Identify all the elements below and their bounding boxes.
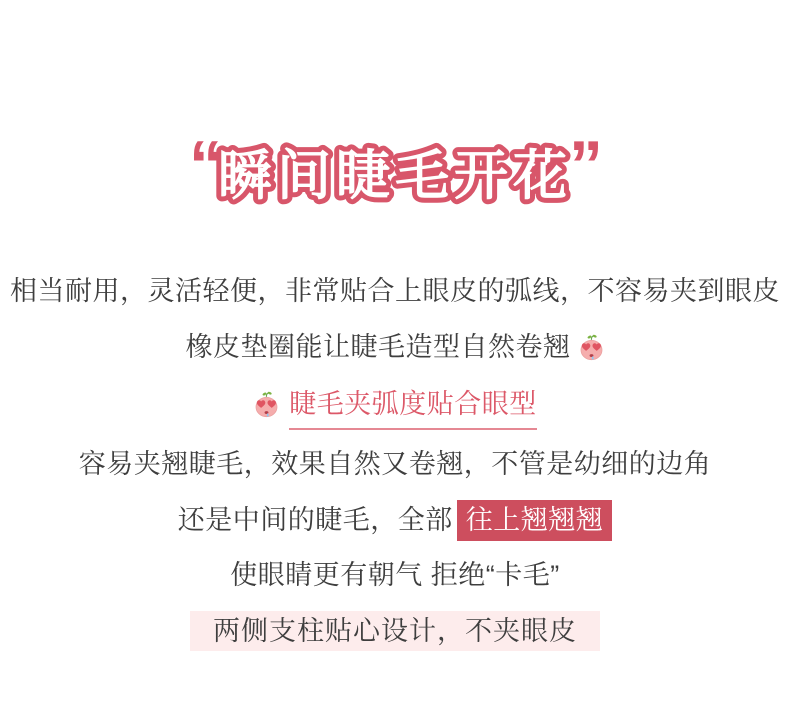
heart-eyes-emoji-icon <box>578 334 605 361</box>
body-line-middle-lashes-text: 还是中间的睫毛，全部 <box>177 505 453 535</box>
title-text: 瞬间睫毛开花 <box>218 146 572 206</box>
body-line-durable <box>0 274 790 308</box>
title-open-quote: “ <box>189 136 223 203</box>
body-line-easy-curl <box>0 447 790 481</box>
body-line-easy-curl-text: 容易夹翘睫毛，效果自然又卷翘，不管是幼细的边角 <box>78 449 712 479</box>
heart-eyes-emoji-icon <box>253 391 280 418</box>
body-line-rubber-pad <box>0 330 790 364</box>
banner-no-pinch: 两侧支柱贴心设计，不夹眼皮 <box>190 611 600 651</box>
subtitle-text: 睫毛夹弧度贴合眼型 <box>289 387 537 430</box>
subtitle-row <box>0 387 790 430</box>
body-line-middle-lashes <box>0 503 790 537</box>
body-line-rubber-pad-text: 橡皮垫圈能让睫毛造型自然卷翘 <box>185 332 571 362</box>
title-close-quote: ” <box>569 136 603 203</box>
highlight-badge: 往上翘翘翘 <box>457 500 613 541</box>
page-title <box>0 136 790 217</box>
body-line-bright-eyes-text: 使眼睛更有朝气 拒绝“卡毛” <box>230 560 560 590</box>
body-line-durable-text: 相当耐用，灵活轻便，非常贴合上眼皮的弧线，不容易夹到眼皮 <box>10 276 780 306</box>
body-line-bright-eyes <box>0 558 790 592</box>
title-art <box>185 136 605 212</box>
